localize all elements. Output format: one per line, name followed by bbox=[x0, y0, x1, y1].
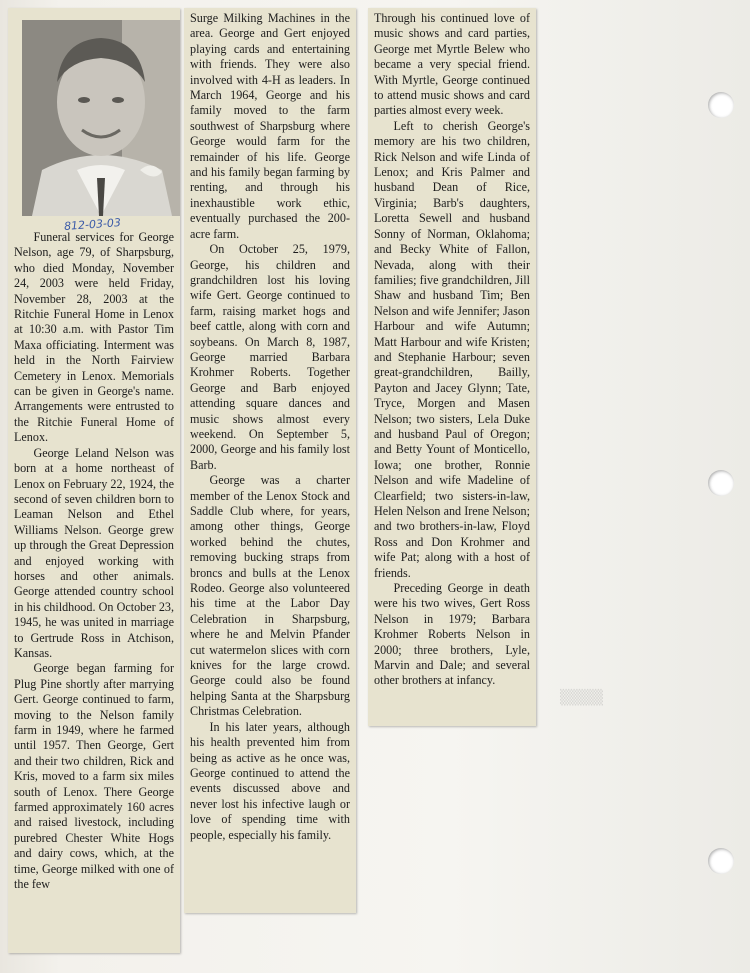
column-1-text bbox=[14, 230, 174, 950]
paragraph: Surge Milking Machines in the area. George and Gert enjoyed playing cards and entertaining with friends. They were also involved with 4-H as leaders. In March 1964, George and his family moved to the farm southwest of Sharpsburg where George would farm for the remainder of his life. George and his family began farming by renting, and through his inexhaustible work ethic, eventually purchased the 200-acre farm. bbox=[190, 11, 350, 241]
clipping-column-1 bbox=[8, 8, 180, 953]
paragraph: Through his continued love of music shows and card parties, George met Myrtle Belew who became a very special friend. With Myrtle, George continued to attend music shows and card parties almost every week. bbox=[374, 11, 530, 118]
handwritten-date-note: 812-03-03 bbox=[63, 216, 122, 233]
column-2-text bbox=[190, 11, 350, 909]
clipping-column-2 bbox=[184, 8, 356, 913]
obituary-photo bbox=[22, 20, 180, 216]
portrait-image bbox=[22, 20, 180, 216]
binder-hole-middle bbox=[708, 470, 734, 496]
paragraph: Left to cherish George's memory are his two children, Rick Nelson and wife Linda of Lenox; and Kris Palmer and husband Dean of Rice, Virginia; Barb's daughters, Loretta Sewell and husband Sonny of Norman, Oklahoma; and Becky White of Fallon, Nevada, along with their families; five grandchildren, Jill Shaw and husband Tim; Ben Nelson and wife Jennifer; Jason Harbour and wife Autumn; Matt Harbour and wife Kristen; and Stephanie Harbour; seven great-grandchildren, Bailly, Payton and Jacey Glynn; Tate, Tryce, Morgen and Masen Nelson; two sisters, Lela Duke and husband Paul of Oregon; and Betty Yount of Monticello, Iowa; one brother, Ronnie Nelson and wife Madeline of Clearfield; two sisters-in-law, Helen Nelson and Irene Nelson; and two brothers-in-law, Floyd Ross and Don Krohmer and wife Pat; along with a host of friends. bbox=[374, 118, 530, 580]
binder-hole-top bbox=[708, 92, 734, 118]
paragraph: In his later years, although his health prevented him from being as active as he once was, George continued to attend the events discussed above and never lost his infective laugh or love of spending time with people, especially his family. bbox=[190, 719, 350, 842]
bleed-through-text: ▒▒▒▒ bbox=[560, 690, 604, 706]
paragraph: George was a charter member of the Lenox Stock and Saddle Club where, for years, among other things, George worked behind the chutes, removing bucking straps from broncs and bulls at the Lenox Rodeo. George also volunteered his time at the Labor Day Celebration in Sharpsburg, where he and Melvin Pfander cut watermelon slices with corn knives for the large crowd. George could also be found helping Santa at the Sharpsburg Christmas Celebration. bbox=[190, 473, 350, 719]
paragraph: George began farming for Plug Pine shortly after marrying Gert. George continued to farm, moving to the Nelson family farm in 1949, where he farmed until 1957. Then George, Gert and their two children, Rick and Kris, moved to a farm six miles south of Lenox. There George farmed approximately 160 acres and raised livestock, including purebred Chester White Hogs and dairy cows, which, at the time, George milked with one of the few bbox=[14, 661, 174, 892]
paragraph: Funeral services for George Nelson, age 79, of Sharpsburg, who died Monday, November 24, 2003 were held Friday, November 28, 2003 at the Ritchie Funeral Home in Lenox at 10:30 a.m. with Pastor Tim Maxa officiating. Interment was held in the North Fairview Cemetery in Lenox. Memorials can be given in George's name. Arrangements were entrusted to the Ritchie Funeral Home of Lenox. bbox=[14, 230, 174, 445]
paragraph: On October 25, 1979, George, his children and grandchildren lost his loving wife Gert. George continued to farm, raising market hogs and beef cattle, along with corn and soybeans. On March 8, 1987, George married Barbara Krohmer Roberts. Together George and Barb enjoyed attending square dances and music shows almost every weekend. On September 5, 2000, George and his family lost Barb. bbox=[190, 242, 350, 472]
clipping-column-3 bbox=[368, 8, 536, 726]
paragraph: Preceding George in death were his two wives, Gert Ross Nelson in 1979; Barbara Krohmer Roberts Nelson in 2000; three brothers, Lyle, Marvin and Dale; and several other brothers at infancy. bbox=[374, 581, 530, 688]
binder-hole-bottom bbox=[708, 848, 734, 874]
column-3-text bbox=[374, 11, 530, 723]
paragraph: George Leland Nelson was born at a home northeast of Lenox on February 22, 1924, the second of seven children born to Leaman Nelson and Ethel Williams Nelson. George grew up through the Great Depression and enjoyed working with horses and other animals. George attended country school in his childhood. On October 23, 1945, he was united in marriage to Gertrude Ross in Atchison, Kansas. bbox=[14, 445, 174, 660]
